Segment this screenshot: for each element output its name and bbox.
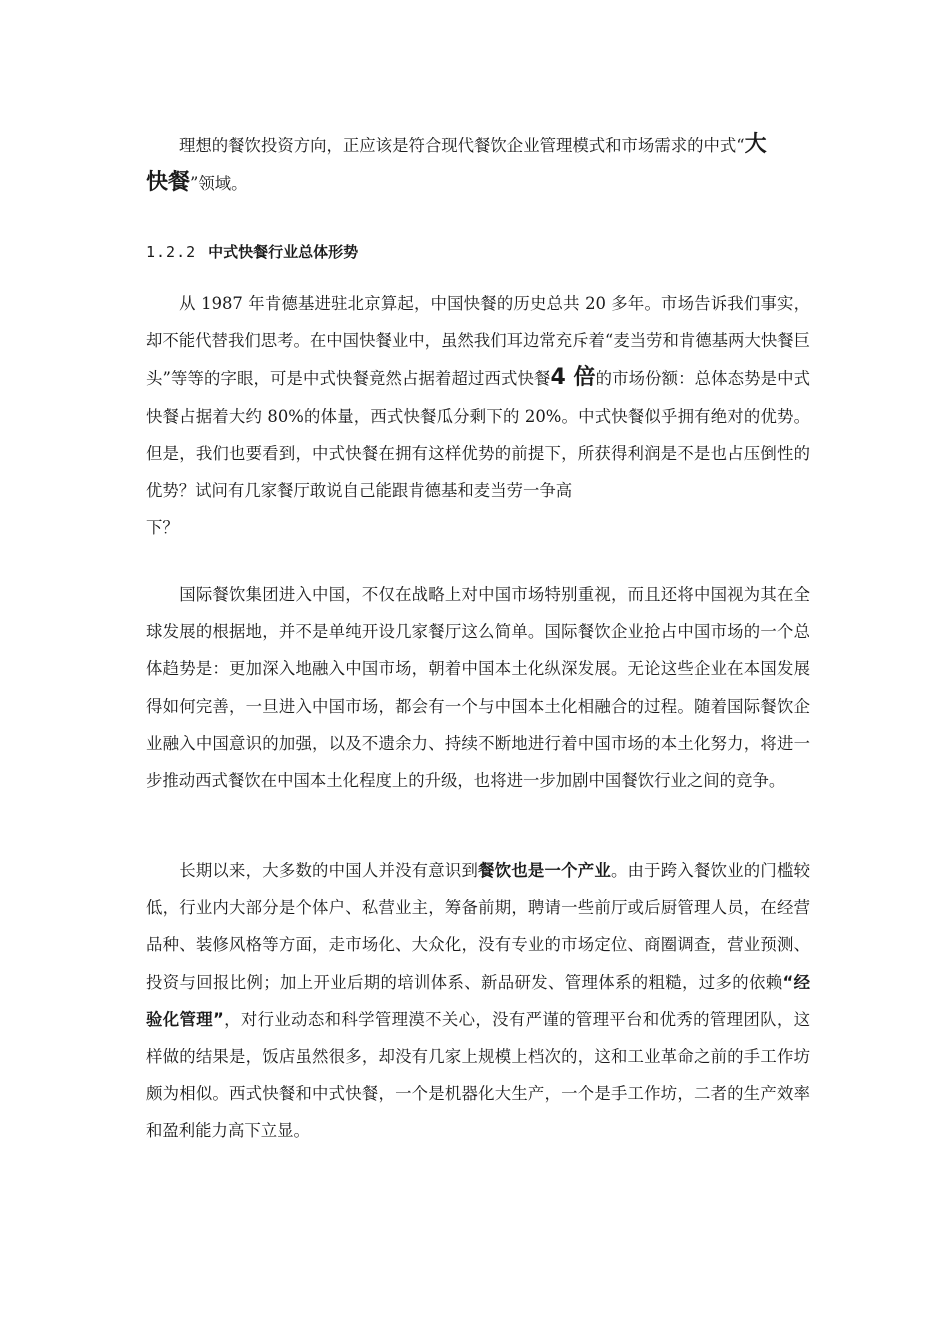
section-heading	[146, 240, 358, 264]
intro-emphasis-1: 大	[744, 132, 767, 157]
p3-text-a: 长期以来，大多数的中国人并没有意识到	[179, 861, 479, 880]
p1-text-a: 从 1987 年肯德基进驻北京算起，中国快餐的历史总共 20 多年。市场告诉我们事实，却不能代替我们思考。在中国快餐业中，虽然我们耳边常充斥着“麦当劳和肯德基两大快餐巨头”等等的字眼，可是中式快餐竟然占据着超过西式快餐	[146, 294, 811, 389]
p3-emphasis-2: “经验化管理”	[146, 972, 810, 1029]
intro-text-end: ”领域。	[190, 174, 248, 194]
intro-emphasis-2: 快餐	[146, 170, 191, 196]
p3-emphasis-1: 餐饮也是一个产业	[478, 861, 611, 880]
p1-text-c: 的市场份额：总体态势是中式快餐占据着大约 80%的体量，西式快餐瓜分剩下的 20%。中式快餐似乎拥有绝对的优势。但是，我们也要看到，中式快餐在拥有这样优势的前提下，所获得利润是不是也占压倒性的优势？试问有几家餐厅敢说自己能跟肯德基和麦当劳一争高	[146, 369, 810, 501]
paragraph-1	[146, 285, 810, 546]
intro-text: 理想的餐饮投资方向，正应该是符合现代餐饮企业管理模式和市场需求的中式“	[179, 136, 745, 155]
paragraph-3	[146, 852, 810, 1150]
paragraph-2	[146, 576, 810, 799]
p1-text-d: 下？	[146, 518, 179, 538]
p3-text-e: ，对行业动态和科学管理漠不关心，没有严谨的管理平台和优秀的管理团队，这样做的结果是，饭店虽然很多，却没有几家上规模上档次的，这和工业革命之前的手工作坊颇为相似。西式快餐和中式快餐，一个是机器化大生产，一个是手工作坊，二者的生产效率和盈利能力高下立显。	[146, 1009, 811, 1141]
section-number: 1.2.2	[146, 243, 197, 261]
p1-emphasis: 4 倍	[550, 365, 596, 391]
paragraph-intro	[146, 126, 810, 202]
section-title: 中式快餐行业总体形势	[208, 243, 359, 261]
p3-text-c: 。由于跨入餐饮业的门槛较低，行业内大部分是个体户、私营业主，筹备前期，聘请一些前厅或后厨管理人员，在经营品种、装修风格等方面，走市场化、大众化，没有专业的市场定位、商圈调查，营业预测、投资与回报比例；加上开业后期的培训体系、新品研发、管理体系的粗糙，过多的依赖	[146, 861, 811, 992]
p2-text: 国际餐饮集团进入中国，不仅在战略上对中国市场特别重视，而且还将中国视为其在全球发展的根据地，并不是单纯开设几家餐厅这么简单。国际餐饮企业抢占中国市场的一个总体趋势是：更加深入地融入中国市场，朝着中国本土化纵深发展。无论这些企业在本国发展得如何完善，一旦进入中国市场，都会有一个与中国本土化相融合的过程。随着国际餐饮企业融入中国意识的加强，以及不遗余力、持续不断地进行着中国市场的本土化努力，将进一步推动西式餐饮在中国本土化程度上的升级，也将进一步加剧中国餐饮行业之间的竞争。	[146, 585, 810, 791]
